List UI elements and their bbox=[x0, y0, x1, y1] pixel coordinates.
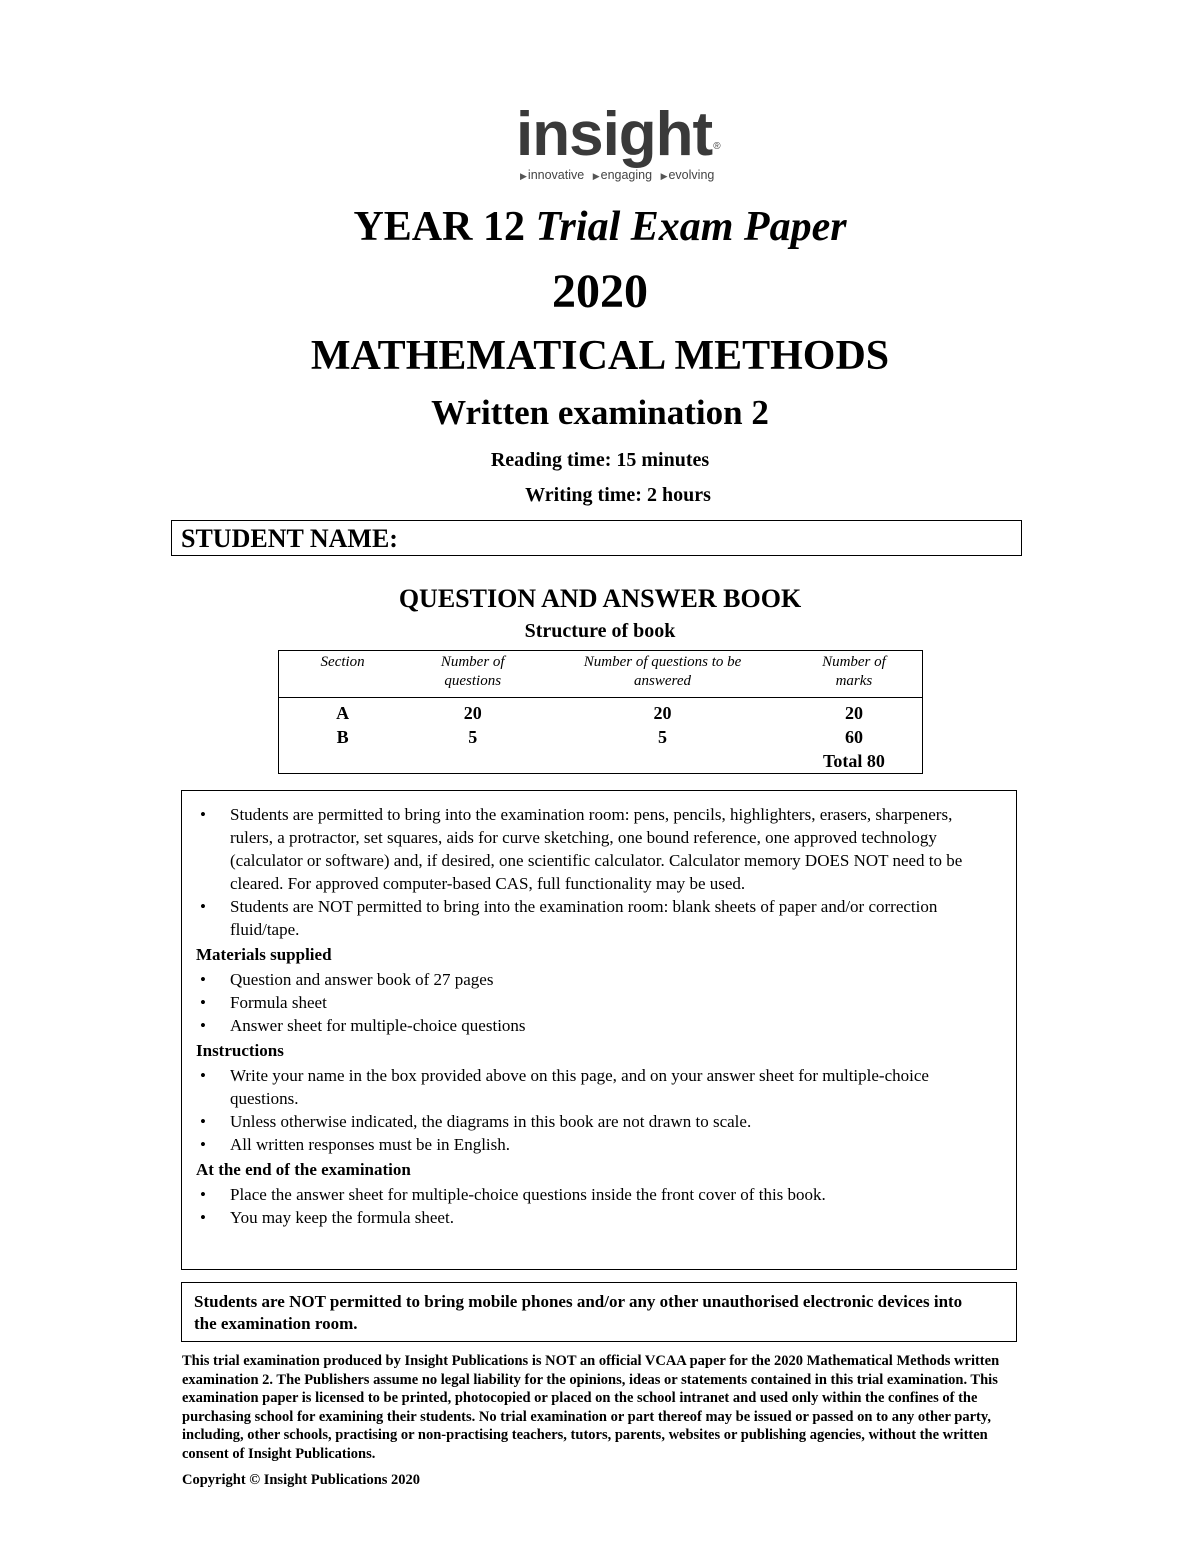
play-arrow-icon: ▶ bbox=[592, 171, 600, 181]
header-section: Section bbox=[279, 651, 407, 698]
header-number-of-marks: Number of marks bbox=[786, 651, 923, 698]
list-item: • You may keep the formula sheet. bbox=[182, 1206, 1016, 1229]
list-item: • Place the answer sheet for multiple-choice questions inside the front cover of this book. bbox=[182, 1183, 1016, 1206]
cell-marks: 60 bbox=[844, 727, 863, 747]
instructions-list bbox=[182, 1064, 1016, 1156]
writing-time: Writing time: 2 hours bbox=[525, 484, 711, 506]
tagline-innovative: innovative bbox=[527, 168, 585, 182]
materials-heading: Materials supplied bbox=[196, 945, 332, 964]
table-header-row bbox=[279, 651, 923, 698]
cell-to-answer: 5 bbox=[658, 727, 668, 747]
cell-marks: 20 bbox=[844, 703, 863, 723]
year-level: YEAR 12 bbox=[353, 204, 525, 250]
header-questions-to-answer: Number of questions to be answered bbox=[539, 651, 786, 698]
disclaimer-text: This trial examination produced by Insight Publications is NOT an official VCAA paper for the 2020 Mathematical Methods written examination 2. The Publishers assume no legal liability for the opinions, ideas or statements contained in this trial examination. This examination paper is licensed to be printed, photocopied or placed on the school intranet and used only within the confines of the purchasing school for examining their students. No trial examination or part thereof may be issued or passed on to any other party, including, other schools, practising or non-practising teachers, tutors, parents, websites or publishing agencies, without the written consent of Insight Publications. bbox=[182, 1353, 1000, 1462]
list-item: • Students are permitted to bring into the examination room: pens, pencils, highlighters, erasers, sharpeners, rulers, a protractor, set squares, aids for curve sketching, one bound reference, one approved technology (calculator or software) and, if desired, one scientific calculator. Calculator memory DOES NOT need to be cleared. For approved computer-based CAS, full functionality may be used. bbox=[182, 803, 1016, 895]
end-of-exam-list bbox=[182, 1183, 1016, 1229]
logo-wordmark: insight bbox=[516, 100, 713, 169]
tagline-engaging: engaging bbox=[600, 168, 653, 182]
table-row bbox=[279, 725, 923, 749]
table-total-row bbox=[279, 749, 923, 774]
materials-list bbox=[182, 968, 1016, 1037]
registered-mark: ® bbox=[713, 141, 721, 152]
logo-tagline bbox=[520, 168, 756, 182]
insight-logo bbox=[516, 100, 756, 182]
exam-paper-title bbox=[0, 203, 1200, 251]
table-row bbox=[279, 698, 923, 726]
cell-section: A bbox=[336, 703, 350, 723]
structure-title: Structure of book bbox=[524, 620, 676, 642]
list-item: • Formula sheet bbox=[182, 991, 1016, 1014]
exam-year: 2020 bbox=[552, 265, 648, 318]
list-item: • Unless otherwise indicated, the diagrams in this book are not drawn to scale. bbox=[182, 1110, 1016, 1133]
exam-subtitle: Written examination 2 bbox=[431, 393, 769, 432]
cell-total: Total 80 bbox=[823, 751, 885, 771]
copyright-notice: Copyright © Insight Publications 2020 bbox=[182, 1472, 421, 1488]
play-arrow-icon: ▶ bbox=[520, 171, 527, 181]
cell-questions: 5 bbox=[468, 727, 478, 747]
student-name-field[interactable] bbox=[171, 520, 1022, 556]
structure-table bbox=[278, 650, 923, 774]
book-title: QUESTION AND ANSWER BOOK bbox=[398, 584, 802, 613]
reading-time: Reading time: 15 minutes bbox=[490, 449, 710, 471]
instructions-box bbox=[181, 790, 1017, 1270]
header-number-of-questions: Number of questions bbox=[406, 651, 539, 698]
play-arrow-icon: ▶ bbox=[660, 171, 668, 181]
paper-type: Trial Exam Paper bbox=[535, 204, 847, 250]
subject-title: MATHEMATICAL METHODS bbox=[310, 333, 890, 379]
student-name-label: STUDENT NAME: bbox=[181, 524, 398, 553]
list-item: • Question and answer book of 27 pages bbox=[182, 968, 1016, 991]
list-item: • Students are NOT permitted to bring into the examination room: blank sheets of paper and/or correction fluid/tape. bbox=[182, 895, 1016, 941]
end-of-exam-heading: At the end of the examination bbox=[196, 1160, 411, 1179]
tagline-evolving: evolving bbox=[668, 168, 715, 182]
cell-section: B bbox=[336, 727, 349, 747]
list-item: • Write your name in the box provided above on this page, and on your answer sheet for multiple-choice questions. bbox=[182, 1064, 1016, 1110]
permitted-list bbox=[182, 803, 1016, 941]
list-item: • All written responses must be in English. bbox=[182, 1133, 1016, 1156]
mobile-phone-warning: Students are NOT permitted to bring mobile phones and/or any other unauthorised electronic devices into the examination room. bbox=[181, 1282, 1017, 1342]
instructions-heading: Instructions bbox=[196, 1041, 284, 1060]
cell-questions: 20 bbox=[463, 703, 482, 723]
cell-to-answer: 20 bbox=[653, 703, 672, 723]
list-item: • Answer sheet for multiple-choice questions bbox=[182, 1014, 1016, 1037]
